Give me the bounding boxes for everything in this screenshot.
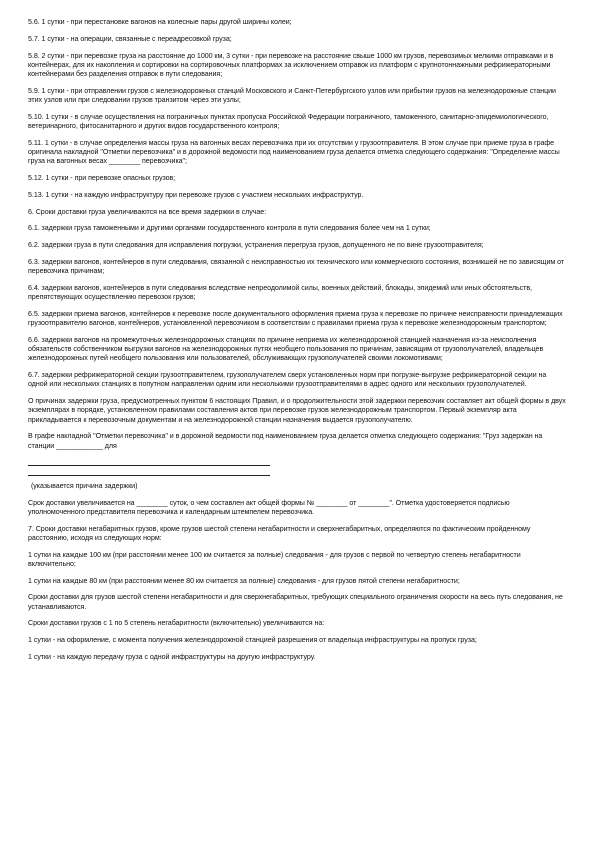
paragraph-sixth-degree: Сроки доставки для грузов шестой степени негабаритности и для сверхнегабаритных, требующих специального ограничения скорости на весь путь следования, не устанавливаются.: [28, 593, 563, 611]
paragraph-increase-registration: 1 сутки - на оформление, с момента получения железнодорожной станцией разрешения от владельца инфраструктуры на пропуск груза;: [28, 636, 477, 645]
blank-line: [28, 466, 270, 476]
paragraph-delivery-extension: Срок доставки увеличивается на ________ суток, о чем составлен акт общей формы № ________ от ________". Отметка удостоверяется подписью уполномоченного представителя перевозчика и календарным штемпелем перевозчика.: [28, 498, 510, 516]
paragraph-5-13: 5.13. 1 сутки - на каждую инфраструктуру при перевозке грузов с участием нескольких инфраструктур.: [28, 190, 364, 199]
paragraph-6-6: 6.6. задержки вагонов на промежуточных железнодорожных станциях по причине неприема их железнодорожной станцией назначения из-за неисполнения обязательств собственником выгрузки вагонов на железнодорожных путях необщего пользования по причинам, зависящим от грузополучателей, владельцев железнодорожных путей необщего пользования или пользователей, обслуживающих грузополучателей своими локомотивами;: [28, 335, 544, 363]
paragraph-norm-100km: 1 сутки на каждые 100 км (при расстоянии менее 100 км считается за полные) следования - для грузов с первой по четвертую степень негабаритности включительно;: [28, 550, 521, 568]
paragraph-5-8: 5.8. 2 сутки - при перевозке груза на расстояние до 1000 км, 3 сутки - при перевозке на расстояние свыше 1000 км грузов, перевозимых мелкими отправками и в контейнерах, для их накопления и сортировки на сортировочных платформах за исключением отправок из платформ с крупнотоннажными рефрижераторными контейнерами без разделения отправок в пути следования;: [28, 51, 554, 78]
reason-note: (указывается причина задержки): [31, 481, 138, 490]
blank-lines: [28, 456, 566, 476]
paragraph-5-10: 5.10. 1 сутки - в случае осуществления на пограничных пунктах пропуска Российской Федерации пограничного, таможенного, санитарно-эпидемиологического, ветеринарного, фитосанитарного и других видов государственного контроля;: [28, 112, 549, 130]
paragraph-5-6: 5.6. 1 сутки - при перестановке вагонов на колесные пары другой ширины колеи;: [28, 18, 292, 26]
paragraph-6-5: 6.5. задержки приема вагонов, контейнеров к перевозке после документального оформления приема груза к перевозке по причине неисправности принадлежащих грузоотправителю вагонов, контейнеров, установленной перевозчиком в соответствии с правилами приема груза к перевозке железнодорожным транспортом;: [28, 309, 563, 328]
paragraph-6-4: 6.4. задержки вагонов, контейнеров в пути следования вследствие непреодолимой силы, военных действий, блокады, эпидемий или иных обстоятельств, препятствующих осуществлению перевозок грузов;: [28, 283, 532, 302]
paragraph-carrier-notes: В графе накладной "Отметки перевозчика" и в дорожной ведомости под наименованием груза делается отметка следующего содержания: "Груз задержан на станции ____________ для: [28, 432, 543, 450]
paragraph-6-3: 6.3. задержки вагонов, контейнеров в пути следования, связанной с неисправностью их технического или коммерческого состояния, возникшей не по зависящим от перевозчика причинам;: [28, 257, 565, 276]
paragraph-increase-transfer: 1 сутки - на каждую передачу груза с одной инфраструктуры на другую инфраструктуру.: [28, 652, 316, 661]
paragraph-7: 7. Сроки доставки негабаритных грузов, кроме грузов шестой степени негабаритности и сверхнегабаритных, определяются по фактическим пройденному расстоянию, исходя из следующих норм:: [28, 524, 531, 542]
paragraph-5-12: 5.12. 1 сутки - при перевозке опасных грузов;: [28, 174, 176, 182]
paragraph-6-1: 6.1. задержки груза таможенными и другими органами государственного контроля в пути следования более чем на 1 сутки;: [28, 224, 431, 233]
paragraph-5-7: 5.7. 1 сутки - на операции, связанные с переадресовкой груза;: [28, 34, 232, 43]
blank-line: [28, 456, 270, 466]
paragraph-6-7: 6.7. задержки рефрижераторной секции грузоотправителем, грузополучателем сверх установленных норм при погрузке-выгрузке рефрижераторной секции на одной или нескольких станциях в попутном направлении одним или несколькими грузоотправителями в адрес одного или нескольких грузополучателей.: [28, 371, 547, 389]
paragraph-increase: Сроки доставки грузов с 1 по 5 степень негабаритности (включительно) увеличиваются на:: [28, 619, 325, 628]
paragraph-delay-reasons: О причинах задержки груза, предусмотренных пунктом 6 настоящих Правил, и о продолжительности этой задержки перевозчик составляет акт общей формы в двух экземплярах в порядке, установленном правилами составления актов при перевозке грузов железнодорожным транспортом. Первый экземпляр акта прикладывается к перевозочным документам и на железнодорожной станции назначения выдается грузополучателю.: [28, 397, 566, 424]
paragraph-5-9: 5.9. 1 сутки - при отправлении грузов с железнодорожных станций Московского и Санкт-Петербургского узлов или прибытии грузов на железнодорожные станции этих узлов или при следовании грузов транзитом через эти узлы;: [28, 86, 556, 104]
document-page: [28, 18, 566, 670]
paragraph-norm-80km: 1 сутки на каждые 80 км (при расстоянии менее 80 км считается за полные) следования - для грузов пятой степени негабаритности;: [28, 576, 460, 585]
paragraph-6-2: 6.2. задержки груза в пути следования для исправления погрузки, устранения перегруза грузов, допущенного не по вине грузоотправителя;: [28, 241, 484, 250]
paragraph-6: 6. Сроки доставки груза увеличиваются на все время задержки в случае:: [28, 207, 267, 216]
paragraph-5-11: 5.11. 1 сутки - в случае определения массы груза на вагонных весах перевозчика при их отсутствии у грузоотправителя. В этом случае при приеме груза в графе оригинала накладной "Отметки перевозчика" и в дорожной ведомости под наименованием груза делается отметка следующего содержания: "Определение массы груза на вагонных весах ________ перевозчика";: [28, 138, 560, 166]
